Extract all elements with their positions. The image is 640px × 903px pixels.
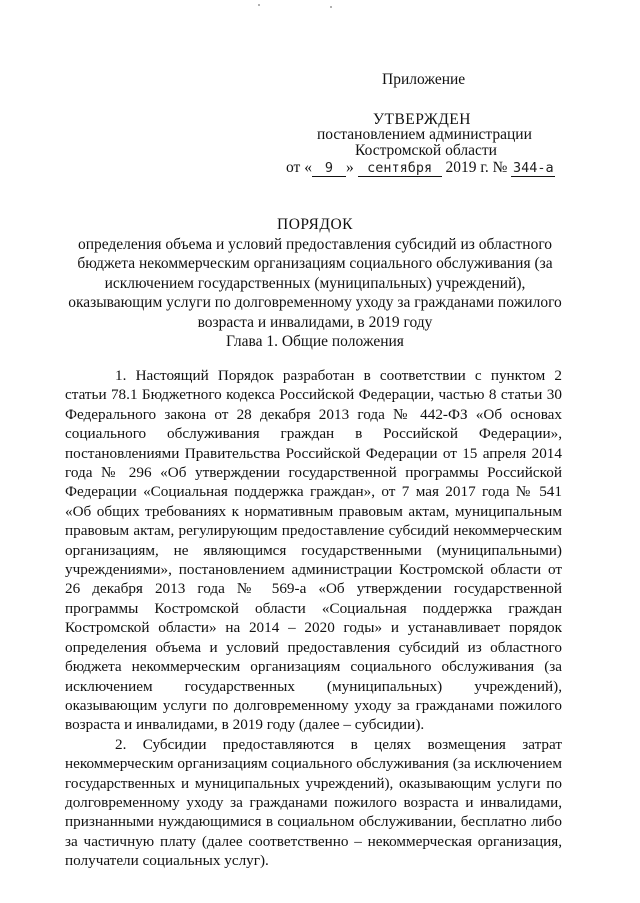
- region-label: Костромской области: [355, 142, 497, 159]
- document-title-block: [55, 215, 575, 332]
- paragraph: 2. Субсидии предоставляются в целях возмещения затрат некоммерческим организациям социального обслуживания (за исключением государственных и муниципальных учреждений), оказывающим услуги по долговременному уходу за гражданами пожилого возраста и инвалидами, признанными нуждающимися в социальном обслуживании, бесплатно либо за частичную плату (далее соответственно – некоммерческая организация, получатели социальных услуг).: [65, 735, 562, 870]
- title-line: возраста и инвалидами, в 2019 году: [197, 313, 433, 331]
- paragraph: 1. Настоящий Порядок разработан в соответствии с пунктом 2 статьи 78.1 Бюджетного кодекса Российской Федерации, частью 8 статьи 30 Федерального закона от 28 декабря 2013 года № 442-ФЗ «Об основах социального обслуживания граждан в Российской Федерации», постановлениями Правительства Российской Федерации от 15 апреля 2014 года № 296 «Об утверждении государственной программы Российской Федерации «Социальная поддержка граждан», от 7 мая 2017 года № 541 «Об общих требованиях к нормативным правовым актам, муниципальным правовым актам, регулирующим предоставление субсидий некоммерческим организациям, не являющимся государственными (муниципальными) учреждениями», постановлением администрации Костромской области от 26 декабря 2013 года № 569-а «Об утверждении государственной программы Костромской области «Социальная поддержка граждан Костромской области» на 2014 – 2020 годы» и устанавливает порядок определения объема и условий предоставления субсидий из областного бюджета некоммерческим организациям социального обслуживания (за исключением государственных (муниципальных) учреждений), оказывающим услуги по долговременному уходу за гражданами пожилого возраста и инвалидами, в 2019 году (далее – субсидии).: [65, 367, 562, 734]
- decree-label: постановлением администрации: [317, 126, 532, 143]
- date-prefix: от «: [286, 159, 312, 176]
- title-line: определения объема и условий предоставления субсидий из областного: [77, 235, 553, 253]
- date-month: сентября: [358, 160, 442, 177]
- approved-label: УТВЕРЖДЕН: [373, 111, 471, 128]
- decree-number: 344-а: [513, 160, 554, 176]
- scan-speck: [330, 6, 332, 8]
- date-year: 2019 г. №: [445, 159, 508, 176]
- title-line: бюджета некоммерческим организациям социального обслуживания (за: [77, 255, 553, 272]
- title-line: исключением государственных (муниципальных) учреждений),: [104, 274, 526, 292]
- date-mid: »: [345, 159, 354, 176]
- approval-date-line: [286, 159, 555, 177]
- chapter-heading: Глава 1. Общие положения: [226, 333, 404, 350]
- appendix-label: Приложение: [382, 71, 466, 88]
- date-day: 9: [312, 160, 346, 177]
- title-line: оказывающим услуги по долговременному уходу за гражданами пожилого: [68, 294, 562, 311]
- scan-speck: [258, 4, 260, 6]
- document-title: ПОРЯДОК: [277, 216, 353, 233]
- document-body: [65, 366, 562, 871]
